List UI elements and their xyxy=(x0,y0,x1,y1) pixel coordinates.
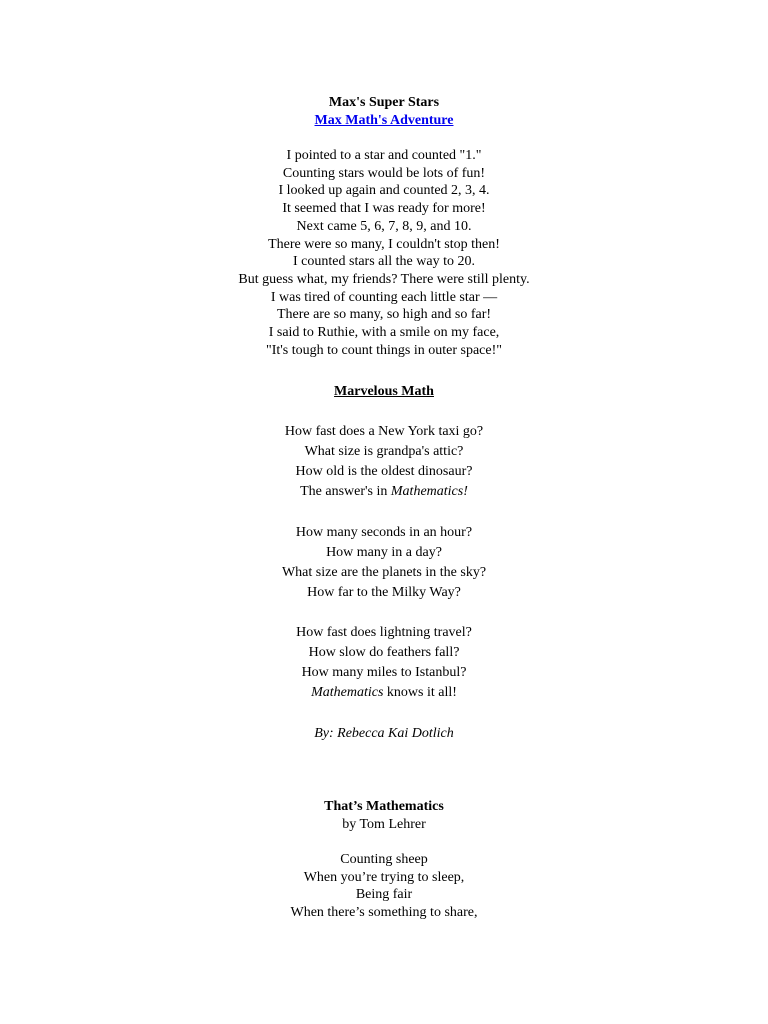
poem-max-super-stars xyxy=(0,94,768,359)
emphasis-text: Mathematics! xyxy=(390,484,468,500)
poem-thats-mathematics xyxy=(0,798,768,922)
blank-line xyxy=(0,402,768,422)
poem-byline: by Tom Lehrer xyxy=(342,816,426,832)
poem-line: How far to the Milky Way? xyxy=(307,584,461,600)
blank-line xyxy=(0,129,768,147)
poem-line: Next came 5, 6, 7, 8, 9, and 10. xyxy=(296,218,472,234)
poem-line: I looked up again and counted 2, 3, 4. xyxy=(278,183,490,199)
poem-line: Being fair xyxy=(355,887,413,903)
poem-line: There are so many, so high and so far! xyxy=(276,307,492,323)
poem-line xyxy=(0,683,768,703)
poem-line: It seemed that I was ready for more! xyxy=(282,201,486,217)
poem-title: That’s Mathematics xyxy=(324,799,444,814)
poem-line: Counting stars would be lots of fun! xyxy=(282,165,486,181)
poem-line: How many miles to Istanbul? xyxy=(301,665,467,681)
poem-author: By: Rebecca Kai Dotlich xyxy=(314,725,454,741)
poem-line: How fast does lightning travel? xyxy=(296,625,472,641)
blank-line xyxy=(0,603,768,623)
poem-line: What size is grandpa's attic? xyxy=(304,444,464,460)
poem-line xyxy=(0,482,768,502)
poem-line: I counted stars all the way to 20. xyxy=(293,254,475,270)
poem-line: How slow do feathers fall? xyxy=(308,645,460,661)
poem-line: I was tired of counting each little star — xyxy=(270,289,498,305)
poem-line: There were so many, I couldn't stop then! xyxy=(268,236,500,252)
poem-line: How fast does a New York taxi go? xyxy=(284,424,484,440)
poem-title: Marvelous Math xyxy=(334,384,434,399)
poem-line: What size are the planets in the sky? xyxy=(281,564,487,580)
poem-title: Max's Super Stars xyxy=(328,95,440,110)
poem-line: Counting sheep xyxy=(340,852,428,868)
blank-line xyxy=(0,704,768,724)
poem-marvelous-math xyxy=(0,382,768,744)
max-math-adventure-link[interactable]: Max Math's Adventure xyxy=(314,112,454,128)
poem-line: I pointed to a star and counted "1." xyxy=(286,148,482,164)
line-text: knows it all! xyxy=(383,685,457,701)
line-text: The answer's in xyxy=(300,484,391,500)
poem-line: "It's tough to count things in outer space!" xyxy=(266,342,502,358)
poem-line: When you’re trying to sleep, xyxy=(303,869,465,885)
poem-line: How old is the oldest dinosaur? xyxy=(295,464,473,480)
poem-line: But guess what, my friends? There were still plenty. xyxy=(238,271,530,287)
poem-line: I said to Ruthie, with a smile on my face, xyxy=(268,324,500,340)
blank-line xyxy=(0,833,768,851)
poem-line: How many seconds in an hour? xyxy=(295,524,473,540)
poem-line: When there’s something to share, xyxy=(290,905,478,921)
blank-line xyxy=(0,503,768,523)
poem-line: How many in a day? xyxy=(326,544,442,560)
emphasis-text: Mathematics xyxy=(311,685,384,701)
